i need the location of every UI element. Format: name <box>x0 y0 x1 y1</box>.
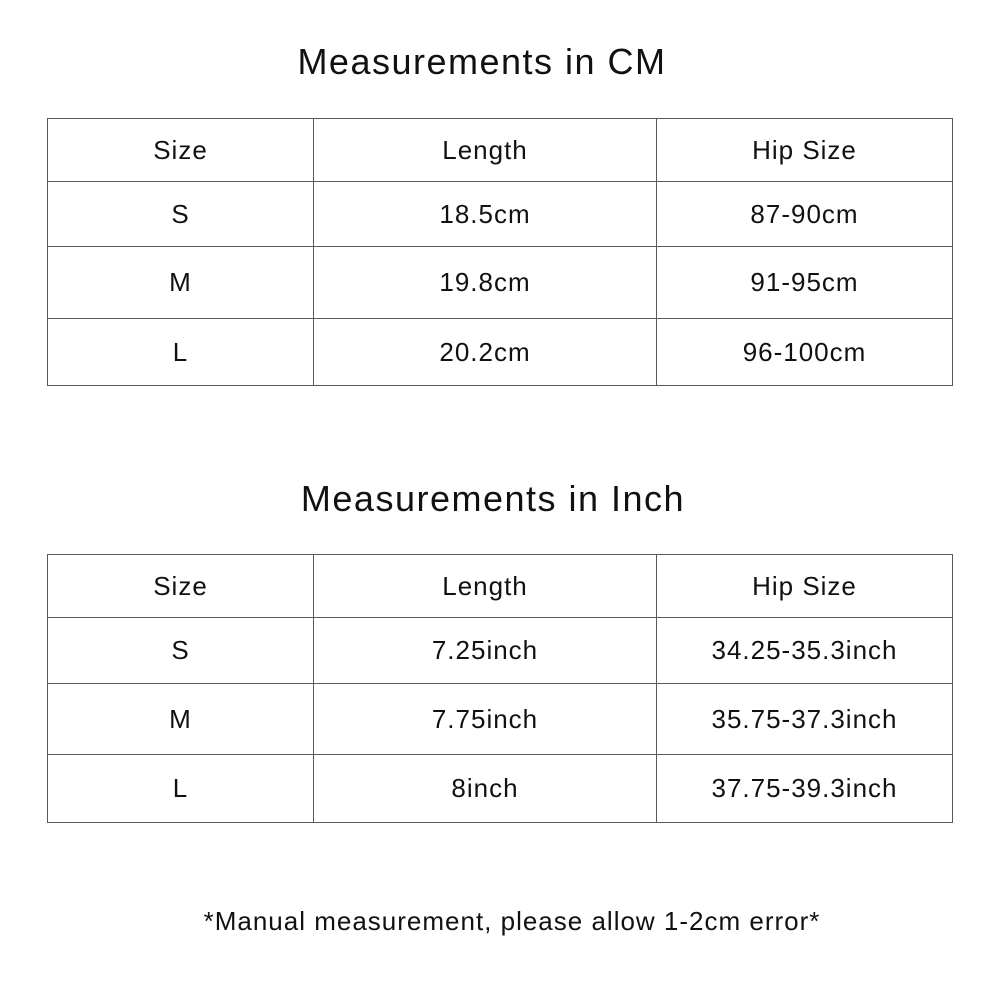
header-hip-size: Hip Size <box>657 555 953 618</box>
cell-size: M <box>48 247 314 319</box>
cell-size: M <box>48 684 314 755</box>
table-header-row <box>48 555 953 618</box>
cell-hip-size: 37.75-39.3inch <box>657 755 953 823</box>
cell-length: 18.5cm <box>314 182 657 247</box>
cell-hip-size: 96-100cm <box>657 319 953 386</box>
cell-length: 20.2cm <box>314 319 657 386</box>
cell-length: 8inch <box>314 755 657 823</box>
cell-size: L <box>48 319 314 386</box>
cm-table-title: Measurements in CM <box>297 41 667 82</box>
header-size: Size <box>48 119 314 182</box>
cell-length: 19.8cm <box>314 247 657 319</box>
header-length: Length <box>314 119 657 182</box>
cell-hip-size: 35.75-37.3inch <box>657 684 953 755</box>
cell-length: 7.75inch <box>314 684 657 755</box>
table-row <box>48 247 953 319</box>
inch-size-table <box>47 554 953 823</box>
header-size: Size <box>48 555 314 618</box>
header-length: Length <box>314 555 657 618</box>
table-header-row <box>48 119 953 182</box>
cm-size-table <box>47 118 953 386</box>
cell-size: L <box>48 755 314 823</box>
table-row <box>48 319 953 386</box>
table-row <box>48 684 953 755</box>
cell-size: S <box>48 182 314 247</box>
cell-hip-size: 91-95cm <box>657 247 953 319</box>
cell-hip-size: 34.25-35.3inch <box>657 618 953 684</box>
table-row <box>48 755 953 823</box>
measurement-footnote: *Manual measurement, please allow 1-2cm error* <box>203 906 821 936</box>
inch-table-title: Measurements in Inch <box>300 478 686 519</box>
table-row <box>48 182 953 247</box>
header-hip-size: Hip Size <box>657 119 953 182</box>
cell-hip-size: 87-90cm <box>657 182 953 247</box>
cell-length: 7.25inch <box>314 618 657 684</box>
cell-size: S <box>48 618 314 684</box>
table-row <box>48 618 953 684</box>
